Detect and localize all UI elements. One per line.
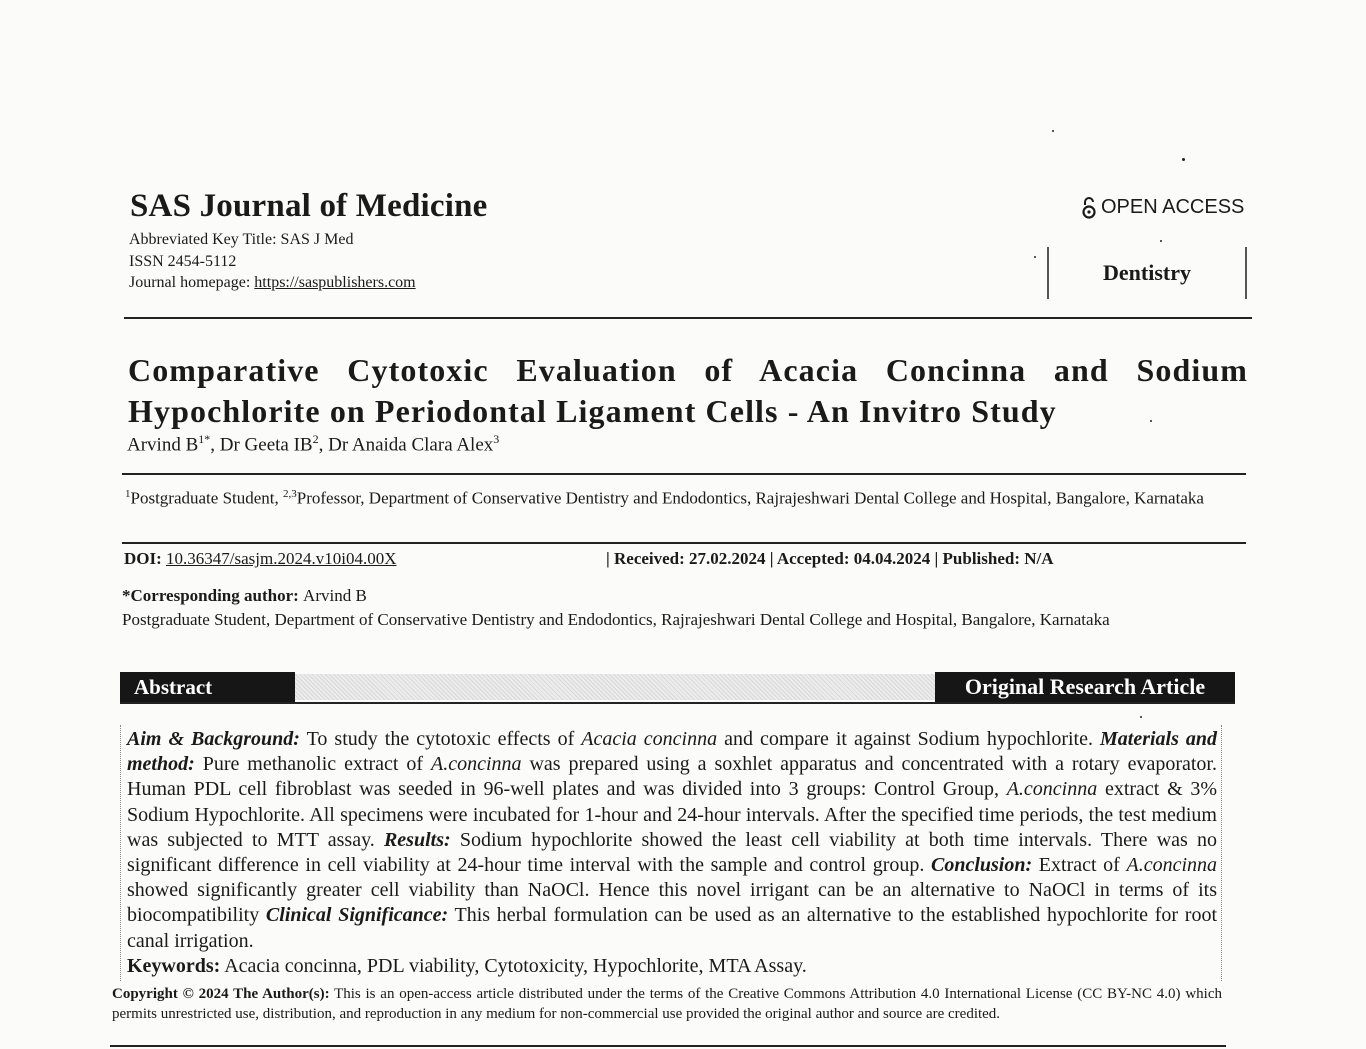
corresponding-address: Postgraduate Student, Department of Conservative Dentistry and Endodontics, Rajrajeshwari Dental College and Hospital, Bangalore, Karnataka: [122, 610, 1110, 629]
clinical-significance-heading: Clinical Significance:: [265, 904, 449, 927]
affiliation-marker: 2,3: [283, 488, 297, 500]
abbreviated-key-title: Abbreviated Key Title: SAS J Med: [129, 231, 354, 248]
abstract-text: Sodium hypochlorite showed the least cell viability at both time intervals. There was no significant difference in cell viability at 24-hour time interval with the sample and control group.: [127, 828, 1217, 877]
author-name: Dr Geeta IB: [219, 434, 313, 456]
species-name: A.concinna: [1006, 778, 1098, 801]
author-name: Arvind B: [127, 434, 199, 456]
keywords-heading: Keywords:: [127, 954, 221, 977]
corresponding-label: *Corresponding author:: [122, 586, 304, 605]
open-access-badge: [1082, 196, 1244, 219]
publication-dates: | Received: 27.02.2024 | Accepted: 04.04.2024 | Published: N/A: [606, 549, 1054, 568]
author-affiliation-marker: 3: [493, 432, 500, 446]
footer-divider: [110, 1045, 1226, 1047]
article-title: Comparative Cytotoxic Evaluation of Acacia Concinna and Sodium Hypochlorite on Periodontal Ligament Cells - An Invitro Study: [128, 352, 1248, 429]
affiliation-marker: 1: [125, 488, 131, 500]
homepage-label: Journal homepage:: [129, 274, 255, 291]
corresponding-author: [122, 584, 1247, 632]
scan-speck: [1140, 716, 1142, 718]
subject-category: Dentistry: [1047, 247, 1247, 299]
affiliation-text: Postgraduate Student,: [130, 488, 284, 508]
abstract-header-bar: [120, 672, 1235, 704]
scan-speck: [1034, 256, 1036, 258]
doi-link[interactable]: 10.36347/sasjm.2024.v10i04.00X: [166, 549, 397, 568]
doi-label: DOI:: [124, 549, 167, 568]
abstract-text: Pure methanolic extract of: [194, 753, 432, 776]
divider: [122, 473, 1246, 475]
copyright-notice: [112, 984, 1222, 1024]
article-type-label: Original Research Article: [935, 672, 1235, 702]
methods-heading: Materials and method:: [127, 728, 1218, 776]
abstract-text: extract & 3% Sodium Hypochlorite. All specimens were incubated for 1-hour and 24-hour intervals. After the specified time periods, the test medium was subjected to MTT assay.: [127, 778, 1217, 851]
abstract-text: and compare it against Sodium hypochlorite.: [717, 728, 1100, 750]
aim-heading: Aim & Background:: [127, 728, 300, 750]
homepage-link[interactable]: https://saspublishers.com: [254, 274, 416, 291]
scan-speck: [1160, 240, 1162, 242]
author-affiliation-marker: 2: [312, 432, 319, 446]
conclusion-heading: Conclusion:: [931, 854, 1033, 877]
author-affiliation-marker: 1*: [198, 432, 211, 446]
open-access-label: OPEN ACCESS: [1101, 196, 1245, 218]
affiliation-text: Professor, Department of Conservative Dentistry and Endodontics, Rajrajeshwari Dental College and Hospital, Bangalore, Karnataka: [296, 488, 1204, 508]
scan-speck: [1052, 130, 1054, 132]
species-name: A.concinna: [1126, 854, 1218, 877]
species-name: Acacia concinna: [581, 728, 718, 750]
abstract-text: To study the cytotoxic effects of: [299, 728, 582, 750]
header-divider: [124, 317, 1252, 319]
species-name: A.concinna: [431, 753, 522, 776]
abstract-body: [120, 725, 1222, 981]
corresponding-name: Arvind B: [303, 586, 367, 605]
abstract-text: showed significantly greater cell viability than NaOCl. Hence this novel irrigant can be an alternative to NaOCl in terms of its biocompatibility: [127, 879, 1217, 927]
results-heading: Results:: [383, 828, 451, 851]
issn: ISSN 2454-5112: [129, 252, 237, 270]
scan-speck: [1182, 158, 1185, 161]
abstract-label: Abstract: [120, 672, 295, 702]
divider: [122, 542, 1246, 544]
affiliations: [125, 482, 1250, 511]
copyright-text: This is an open-access article distributed under the terms of the Creative Commons Attribution 4.0 International License (CC BY-NC 4.0) which permits unrestricted use, distribution, and reproduction in any medium for non-commercial use provided the original author and source are credited.: [112, 986, 1222, 1022]
keywords-text: Acacia concinna, PDL viability, Cytotoxicity, Hypochlorite, MTA Assay.: [220, 954, 807, 977]
abstract-text: Extract of: [1032, 854, 1127, 877]
author-list: Arvind $B^{1*}$, Dr Geeta $IB^2$, Dr Anaida Clara Alex$^3$: [127, 432, 500, 456]
journal-homepage: [129, 272, 416, 294]
abstract-text: This herbal formulation can be used as an alternative to the established hypochlorite for root canal irrigation.: [127, 904, 1217, 952]
scan-speck: [1150, 420, 1152, 422]
abstract-text: was prepared using a soxhlet apparatus and concentrated with a rotary evaporator. Human PDL cell fibroblast was seeded in 96-well plates and was divided into 3 groups: Control Group,: [127, 753, 1217, 801]
journal-title: SAS Journal of Medicine: [130, 188, 488, 224]
author-name: Dr Anaida Clara Alex: [328, 434, 494, 456]
copyright-label: Copyright © 2024 The Author(s):: [112, 986, 330, 1002]
abstract-bar-pattern: [295, 674, 952, 700]
doi-row: [124, 549, 1244, 569]
journal-meta: [129, 229, 416, 294]
open-lock-icon: [1082, 197, 1096, 219]
